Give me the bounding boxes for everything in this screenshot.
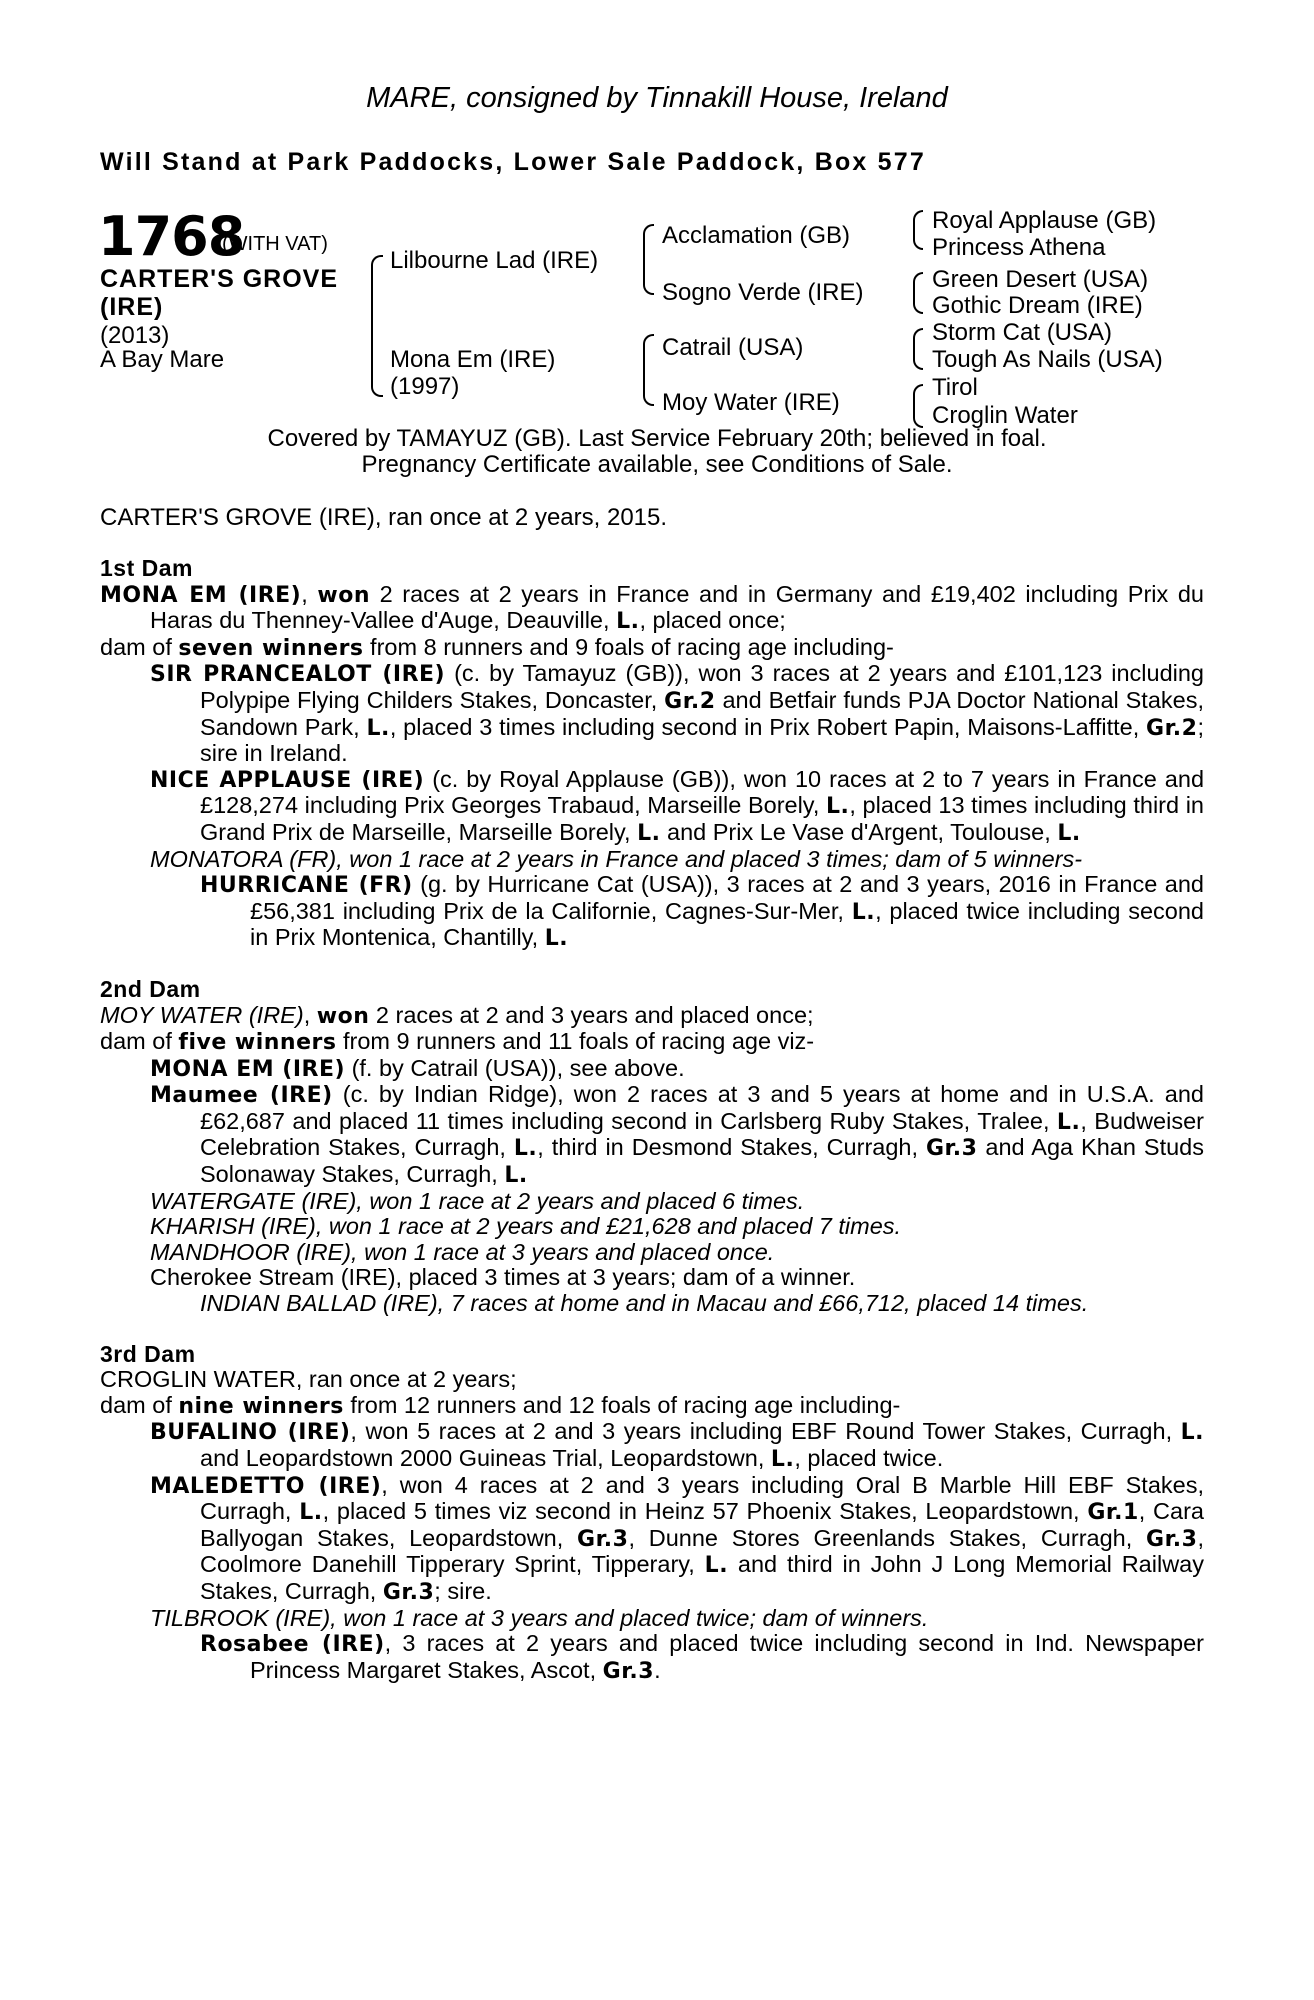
brace-g3 bbox=[913, 328, 923, 370]
third-dam-produce-summary: dam of nine winners from 12 runners and 12 foals of racing age including- bbox=[100, 1391, 901, 1419]
covered-line-2: Pregnancy Certificate available, see Conditions of Sale. bbox=[361, 451, 953, 478]
pedigree-ggd-2: Gothic Dream (IRE) bbox=[932, 292, 1143, 319]
pedigree-dam-year: (1997) bbox=[390, 373, 460, 400]
pedigree-dam: Mona Em (IRE) bbox=[390, 346, 556, 373]
pedigree-ggd-1: Princess Athena bbox=[932, 234, 1106, 261]
foaling-year: (2013) bbox=[100, 322, 170, 349]
horse-description: A Bay Mare bbox=[100, 346, 225, 373]
consignment-line: MARE, consigned by Tinnakill House, Ireland bbox=[366, 82, 948, 114]
brace-gen1 bbox=[371, 255, 383, 397]
produce-mona-em: MONA EM (IRE) (f. by Catrail (USA)), see above. bbox=[150, 1054, 685, 1082]
pedigree-ggs-1: Royal Applause (GB) bbox=[932, 207, 1157, 234]
pedigree-sire-dam: Sogno Verde (IRE) bbox=[662, 279, 864, 306]
produce-tilbrook: TILBROOK (IRE), won 1 race at 3 years and placed twice; dam of winners. bbox=[150, 1604, 929, 1631]
pedigree-ggs-4: Tirol bbox=[932, 374, 978, 401]
covering-note bbox=[0, 426, 1314, 478]
stand-location: Will Stand at Park Paddocks, Lower Sale Paddock, Box 577 bbox=[100, 148, 926, 176]
pedigree-ggd-3: Tough As Nails (USA) bbox=[932, 346, 1163, 373]
brace-dam-parents bbox=[643, 334, 654, 406]
second-dam-heading: 2nd Dam bbox=[100, 975, 201, 1002]
first-dam-produce-summary: dam of seven winners from 8 runners and 9 foals of racing age including- bbox=[100, 633, 894, 661]
second-dam-produce-summary: dam of five winners from 9 runners and 11 foals of racing age viz- bbox=[100, 1028, 815, 1056]
produce-cherokee-stream: Cherokee Stream (IRE), placed 3 times at 3 years; dam of a winner. bbox=[150, 1264, 856, 1291]
brace-sire-parents bbox=[643, 224, 654, 295]
first-dam-record: MONA EM (IRE), won 2 races at 2 years in France and in Germany and £19,402 including Prix du Haras du Thenney-Vallee d'Auge, Deauville, L., placed once; bbox=[100, 580, 1204, 635]
produce-nice-applause: NICE APPLAUSE (IRE) (c. by Royal Applause (GB)), won 10 races at 2 to 7 years in France and £128,274 including Prix Georges Trabaud, Marseille Borely, L., placed 13 times including third in Grand Prix de Marseille, Marseille Borely, L. and Prix Le Vase d'Argent, Toulouse, L. bbox=[150, 765, 1205, 846]
covered-line-1: Covered by TAMAYUZ (GB). Last Service February 20th; believed in foal. bbox=[267, 425, 1047, 452]
produce-indian-ballad: INDIAN BALLAD (IRE), 7 races at home and in Macau and £66,712, placed 14 times. bbox=[200, 1290, 1089, 1317]
pedigree-dam-dam: Moy Water (IRE) bbox=[662, 389, 840, 416]
lot-number: 1768 bbox=[98, 205, 245, 268]
third-dam-heading: 3rd Dam bbox=[100, 1340, 196, 1367]
first-dam-heading: 1st Dam bbox=[100, 555, 193, 581]
produce-maledetto: MALEDETTO (IRE), won 4 races at 2 and 3 years including Oral B Marble Hill EBF Stakes, Curragh, L., placed 5 times viz second in Heinz 57 Phoenix Stakes, Leopardstown, Gr.1, Cara Ballyogan Stakes, Leopardstown, Gr.3, Dunne Stores Greenlands Stakes, Curragh, Gr.3, Coolmore Danehill Tipperary Sprint, Tipperary, L. and third in John J Long Memorial Railway Stakes, Curragh, Gr.3; sire. bbox=[150, 1471, 1204, 1605]
brace-g1 bbox=[913, 210, 923, 250]
pedigree-ggs-3: Storm Cat (USA) bbox=[932, 319, 1113, 346]
produce-sir-prancealot: SIR PRANCEALOT (IRE) (c. by Tamayuz (GB)), won 3 races at 2 years and £101,123 including Polypipe Flying Childers Stakes, Doncaster, Gr.2 and Betfair funds PJA Doctor National Stakes, Sandown Park, L., placed 3 times including second in Prix Robert Papin, Maisons-Laffitte, Gr.2; sire in Ireland. bbox=[150, 660, 1204, 767]
second-dam-record: MOY WATER (IRE), won 2 races at 2 and 3 years and placed once; bbox=[100, 1001, 814, 1029]
produce-bufalino: BUFALINO (IRE), won 5 races at 2 and 3 years including EBF Round Tower Stakes, Curragh, L. and Leopardstown 2000 Guineas Trial, Leopardstown, L., placed twice. bbox=[150, 1418, 1205, 1472]
produce-mandhoor: MANDHOOR (IRE), won 1 race at 3 years and placed once. bbox=[150, 1238, 775, 1265]
horse-name: CARTER'S GROVE bbox=[100, 265, 339, 293]
produce-monatora: MONATORA (FR), won 1 race at 2 years in France and placed 3 times; dam of 5 winners- bbox=[150, 845, 1083, 872]
pedigree-sire: Lilbourne Lad (IRE) bbox=[390, 247, 599, 274]
brace-g2 bbox=[913, 272, 923, 314]
race-record: CARTER'S GROVE (IRE), ran once at 2 years, 2015. bbox=[100, 504, 668, 531]
vat-note: (WITH VAT) bbox=[222, 233, 328, 255]
produce-hurricane: HURRICANE (FR) (g. by Hurricane Cat (USA)), 3 races at 2 and 3 years, 2016 in France and £56,381 including Prix de la Californie, Cagnes-Sur-Mer, L., placed twice including second in Prix Montenica, Chantilly, L. bbox=[200, 871, 1204, 952]
pedigree-ggd-4: Croglin Water bbox=[932, 402, 1078, 429]
pedigree-dam-sire: Catrail (USA) bbox=[662, 334, 804, 361]
produce-watergate: WATERGATE (IRE), won 1 race at 2 years and placed 6 times. bbox=[150, 1187, 805, 1214]
third-dam-record: CROGLIN WATER, ran once at 2 years; bbox=[100, 1366, 517, 1393]
pedigree-sire-sire: Acclamation (GB) bbox=[662, 222, 851, 249]
produce-maumee: Maumee (IRE) (c. by Indian Ridge), won 2 races at 3 and 5 years at home and in U.S.A. and £62,687 and placed 11 times including second in Carlsberg Ruby Stakes, Tralee, L., Budweiser Celebration Stakes, Curragh, L., third in Desmond Stakes, Curragh, Gr.3 and Aga Khan Studs Solonaway Stakes, Curragh, L. bbox=[150, 1081, 1204, 1189]
produce-rosabee: Rosabee (IRE), 3 races at 2 years and placed twice including second in Ind. Newspaper Princess Margaret Stakes, Ascot, Gr.3. bbox=[200, 1630, 1204, 1684]
dam-sections bbox=[100, 556, 1204, 1684]
pedigree-ggs-2: Green Desert (USA) bbox=[932, 266, 1149, 293]
brace-g4 bbox=[913, 384, 923, 428]
horse-name-country: (IRE) bbox=[100, 293, 164, 321]
produce-kharish: KHARISH (IRE), won 1 race at 2 years and £21,628 and placed 7 times. bbox=[150, 1213, 902, 1240]
